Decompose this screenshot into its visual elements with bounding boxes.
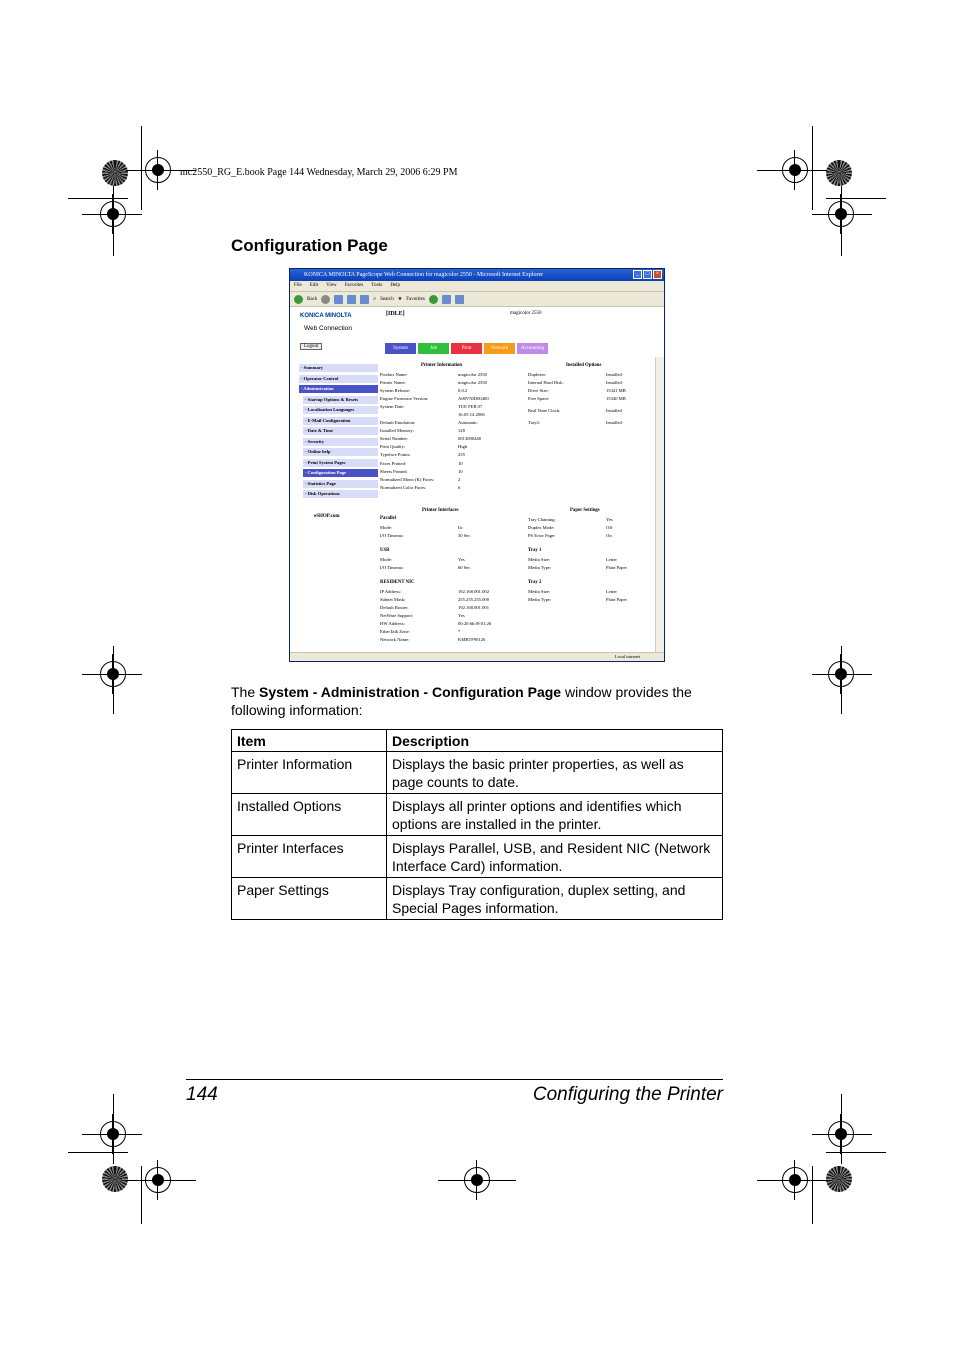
intro-emphasis: System - Administration - Configuration Page — [259, 684, 562, 700]
browser-statusbar — [290, 652, 664, 661]
printer-status: [IDLE] — [386, 311, 405, 317]
information-table — [231, 729, 723, 920]
home-icon[interactable] — [360, 295, 369, 304]
model-name: magicolor 2550 — [510, 311, 542, 316]
tab-accounting[interactable]: Accounting — [517, 343, 548, 354]
sidebar-item-email-configuration[interactable]: - E-Mail Configuration — [303, 417, 378, 425]
history-icon[interactable] — [429, 295, 438, 304]
parallel-heading: Parallel — [380, 516, 396, 521]
printer-information-heading: Printer Information — [421, 363, 463, 368]
crop-line — [826, 198, 886, 199]
printer-interfaces-heading: Printer Interfaces — [422, 508, 459, 513]
favorites-icon[interactable]: ★ — [397, 297, 403, 302]
footer-rule — [186, 1079, 723, 1080]
nic-heading: RESIDENT NIC — [380, 580, 415, 585]
mail-icon[interactable] — [442, 295, 451, 304]
parallel-labels: Mode: I/O Timeout: — [380, 525, 404, 539]
brand-subtitle: Web Connection — [304, 325, 352, 332]
status-zone: Local intranet — [614, 654, 640, 659]
page-number: 144 — [186, 1084, 218, 1105]
sidebar-item-operator-control[interactable]: - Operator Control — [299, 375, 378, 383]
column-header-description: Description — [387, 730, 723, 752]
nic-values: 192.168.001.002 255.255.255.000 192.168.001.001 Yes 00:20:6b:f9:01:26 * KMBTF90126 — [458, 589, 492, 643]
table-row — [232, 794, 723, 836]
search-icon[interactable]: ⌕ — [373, 297, 377, 302]
browser-titlebar — [290, 269, 664, 281]
crop-line — [141, 1166, 142, 1224]
menu-tools[interactable]: Tools — [371, 283, 383, 288]
sidebar-item-security[interactable]: - Security — [303, 438, 378, 446]
back-icon[interactable] — [294, 295, 303, 304]
crop-line — [68, 198, 128, 199]
page-title: Configuration Page — [231, 236, 388, 255]
table-cell-description: Displays all printer options and identifies which options are installed in the printer. — [387, 794, 723, 836]
crop-line — [812, 126, 813, 210]
crop-line — [68, 1152, 128, 1153]
sidebar-item-administration[interactable]: - Administration — [299, 385, 378, 393]
menu-bar — [290, 281, 664, 292]
close-icon[interactable]: × — [653, 270, 662, 279]
sidebar-item-startup-options[interactable]: - Startup Options & Resets — [303, 396, 378, 404]
nic-labels: IP Address: Subnet Mask: Default Router: NetWare Support: HW Address: EtherTalk Zone: Network Name: — [380, 589, 414, 643]
tab-system[interactable]: System — [385, 343, 416, 354]
table-cell-item: Printer Interfaces — [232, 836, 387, 878]
paper-settings-values: Yes Off On — [606, 517, 613, 539]
print-icon[interactable] — [455, 295, 464, 304]
menu-file[interactable]: File — [294, 283, 302, 288]
table-row — [232, 752, 723, 794]
sidebar-item-statistics-page[interactable]: - Statistics Page — [303, 480, 378, 488]
table-cell-item: Printer Information — [232, 752, 387, 794]
intro-paragraph: The System - Administration - Configuration Page window provides the following information: — [231, 684, 692, 718]
chapter-title: Configuring the Printer — [532, 1084, 723, 1105]
window-title: KONICA MINOLTA PageScope Web Connection for magicolor 2550 - Microsoft Internet Explorer — [304, 272, 544, 278]
browser-toolbar — [290, 292, 664, 307]
table-row — [232, 878, 723, 920]
crop-line — [826, 1152, 886, 1153]
sidebar-item-disk-operations[interactable]: - Disk Operations — [303, 490, 378, 498]
sidebar-nav — [299, 364, 378, 501]
forward-icon[interactable] — [321, 295, 330, 304]
paper-settings-heading: Paper Settings — [570, 508, 600, 513]
paper-settings-labels: Tray Chaining: Duplex Mode: PS Error Page: — [528, 517, 556, 539]
menu-edit[interactable]: Edit — [309, 283, 319, 288]
favorites-label[interactable]: Favorites — [406, 296, 425, 302]
print-header: mc2550_RG_E.book Page 144 Wednesday, March 29, 2006 6:29 PM — [180, 167, 458, 178]
table-cell-item: Paper Settings — [232, 878, 387, 920]
menu-favorites[interactable]: Favorites — [344, 283, 364, 288]
table-cell-description: Displays the basic printer properties, as well as page counts to date. — [387, 752, 723, 794]
tray1-values: Letter Plain Paper — [606, 557, 628, 571]
color-rosette-icon — [102, 1166, 128, 1192]
installed-options-labels: Duplexer: Internal Hard Disk: Drive Size: Free Space: Real Time Clock: Tray2: — [528, 372, 564, 426]
usb-values: Yes 60 Sec — [458, 557, 471, 571]
tab-job[interactable]: Job — [418, 343, 449, 354]
tray1-labels: Media Size: Media Type: — [528, 557, 552, 571]
sidebar-item-configuration-page[interactable]: - Configuration Page — [303, 469, 378, 477]
minimize-icon[interactable]: _ — [633, 270, 642, 279]
installed-options-heading: Installed Options — [566, 363, 602, 368]
web-page-content — [290, 307, 657, 653]
tray2-heading: Tray 2 — [528, 580, 542, 585]
table-header-row — [232, 730, 723, 752]
table-cell-item: Installed Options — [232, 794, 387, 836]
color-rosette-icon — [102, 160, 128, 186]
installed-options-values: Installed Installed 15341 MB 15340 MB Installed Installed — [606, 372, 626, 426]
back-label[interactable]: Back — [307, 296, 318, 302]
refresh-icon[interactable] — [347, 295, 356, 304]
maximize-icon[interactable]: □ — [643, 270, 652, 279]
crop-line — [812, 1166, 813, 1224]
search-label[interactable]: Search — [380, 296, 394, 302]
main-tabs — [385, 343, 548, 354]
tab-network[interactable]: Network — [484, 343, 515, 354]
printer-information-values: magicolor 2550 magicolor 2550 0.0.2 A00V50D00400 TUE FEB 07 16:05:14 2006 Automatic 128 0013000448 High 255 10 10 2 6 — [458, 372, 489, 490]
vertical-scrollbar[interactable] — [655, 357, 664, 653]
menu-help[interactable]: Help — [390, 283, 401, 288]
color-rosette-icon — [826, 1166, 852, 1192]
table-row — [232, 836, 723, 878]
brand-logo: KONICA MINOLTA — [300, 313, 352, 319]
sidebar-item-summary[interactable]: - Summary — [299, 364, 378, 372]
menu-view[interactable]: View — [326, 283, 337, 288]
tab-print[interactable]: Print — [451, 343, 482, 354]
logout-button[interactable]: Logout — [300, 343, 322, 350]
sidebar-item-localization[interactable]: - Localization Languages — [303, 406, 378, 414]
tray2-labels: Media Size: Media Type: — [528, 589, 552, 603]
column-header-item: Item — [232, 730, 387, 752]
usb-labels: Mode: I/O Timeout: — [380, 557, 404, 571]
eshop-link[interactable]: eSHOP.com — [314, 514, 340, 519]
browser-screenshot — [289, 268, 665, 662]
tray1-heading: Tray 1 — [528, 548, 542, 553]
table-cell-description: Displays Parallel, USB, and Resident NIC (Network Interface Card) information. — [387, 836, 723, 878]
tray2-values: Letter Plain Paper — [606, 589, 628, 603]
parallel-values: Ilc 30 Sec — [458, 525, 471, 539]
crop-line — [141, 126, 142, 210]
color-rosette-icon — [826, 160, 852, 186]
sidebar-item-online-help[interactable]: - Online help — [303, 448, 378, 456]
sidebar-item-date-time[interactable]: - Date & Time — [303, 427, 378, 435]
usb-heading: USB — [380, 548, 390, 553]
sidebar-item-print-system-pages[interactable]: - Print System Pages — [303, 459, 378, 467]
stop-icon[interactable] — [334, 295, 343, 304]
table-cell-description: Displays Tray configuration, duplex setting, and Special Pages information. — [387, 878, 723, 920]
printer-information-labels: Product Name: Printer Name: System Release: Engine Firmware Version: System Date: Default Emulation: Installed Memory: Serial Number: Print Quality: Typeface Points: Faces Printed: Sheets Printed: Normalized Mono (K) Faces: Normalized Color Faces: — [380, 372, 435, 490]
